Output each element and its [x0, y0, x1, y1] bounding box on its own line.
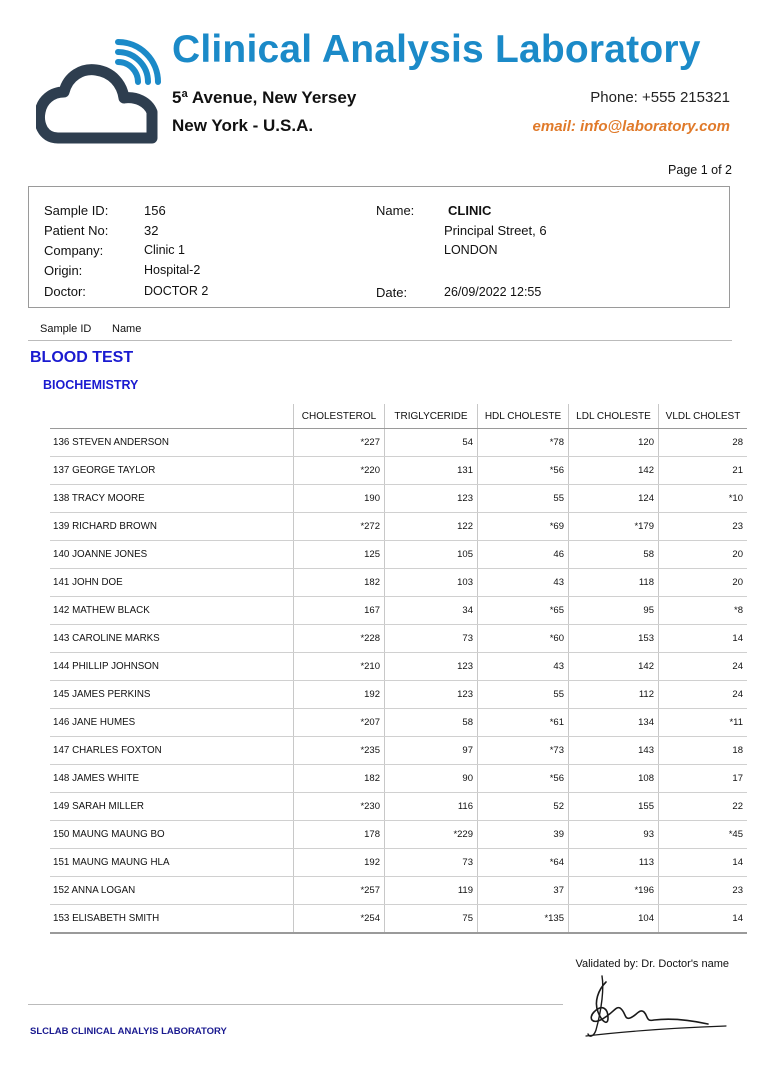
result-value-cell: 116: [385, 793, 478, 821]
address-line-1: 5ª Avenue, New Yersey: [172, 88, 357, 107]
result-value-cell: 119: [385, 877, 478, 905]
results-table: [50, 404, 747, 934]
patient-name-cell: 142 MATHEW BLACK: [50, 597, 294, 625]
result-value-cell: 192: [294, 849, 385, 877]
sample-id-label: Sample ID:: [44, 203, 109, 218]
result-value-cell: 21: [659, 457, 748, 485]
origin-value: Hospital-2: [144, 263, 201, 277]
table-header-cell: TRIGLYCERIDE: [385, 404, 478, 429]
result-value-cell: 58: [385, 709, 478, 737]
result-value-cell: *78: [478, 429, 569, 457]
result-value-cell: *229: [385, 821, 478, 849]
footer-divider: [28, 1004, 563, 1005]
company-value: Clinic 1: [144, 243, 185, 257]
result-value-cell: 28: [659, 429, 748, 457]
result-value-cell: *227: [294, 429, 385, 457]
result-value-cell: 95: [569, 597, 659, 625]
table-row: [50, 877, 747, 905]
result-value-cell: 134: [569, 709, 659, 737]
result-value-cell: *210: [294, 653, 385, 681]
table-row: [50, 569, 747, 597]
result-value-cell: 182: [294, 765, 385, 793]
result-value-cell: 14: [659, 625, 748, 653]
result-value-cell: 131: [385, 457, 478, 485]
result-value-cell: *207: [294, 709, 385, 737]
table-header-cell: LDL CHOLESTE: [569, 404, 659, 429]
table-row: [50, 709, 747, 737]
result-value-cell: *196: [569, 877, 659, 905]
result-value-cell: 97: [385, 737, 478, 765]
result-value-cell: 90: [385, 765, 478, 793]
patient-name-cell: 137 GEORGE TAYLOR: [50, 457, 294, 485]
table-row: [50, 737, 747, 765]
date-value: 26/09/2022 12:55: [444, 285, 542, 299]
result-value-cell: 120: [569, 429, 659, 457]
table-row: [50, 653, 747, 681]
result-value-cell: 34: [385, 597, 478, 625]
date-label: Date:: [376, 285, 408, 300]
result-value-cell: 18: [659, 737, 748, 765]
header-divider: [28, 340, 732, 341]
result-value-cell: 22: [659, 793, 748, 821]
result-value-cell: *228: [294, 625, 385, 653]
result-value-cell: 37: [478, 877, 569, 905]
patient-name-cell: 138 TRACY MOORE: [50, 485, 294, 513]
result-value-cell: 190: [294, 485, 385, 513]
result-value-cell: 104: [569, 905, 659, 934]
city-value: LONDON: [444, 243, 498, 257]
result-value-cell: 75: [385, 905, 478, 934]
patient-name-cell: 153 ELISABETH SMITH: [50, 905, 294, 934]
phone-number: Phone: +555 215321: [590, 89, 730, 106]
result-value-cell: 55: [478, 485, 569, 513]
result-value-cell: 155: [569, 793, 659, 821]
result-value-cell: 39: [478, 821, 569, 849]
sample-id-value: 156: [144, 203, 166, 218]
page-number: Page 1 of 2: [668, 163, 732, 177]
result-value-cell: 54: [385, 429, 478, 457]
table-header-name: [50, 404, 294, 429]
result-value-cell: 55: [478, 681, 569, 709]
result-value-cell: *272: [294, 513, 385, 541]
result-value-cell: 23: [659, 877, 748, 905]
result-value-cell: 14: [659, 905, 748, 934]
table-row: [50, 485, 747, 513]
table-header-cell: VLDL CHOLEST: [659, 404, 748, 429]
patient-name-cell: 146 JANE HUMES: [50, 709, 294, 737]
table-row: [50, 681, 747, 709]
result-value-cell: *65: [478, 597, 569, 625]
result-value-cell: *254: [294, 905, 385, 934]
result-value-cell: *11: [659, 709, 748, 737]
result-value-cell: 143: [569, 737, 659, 765]
result-value-cell: 23: [659, 513, 748, 541]
table-row: [50, 597, 747, 625]
table-row: [50, 905, 747, 934]
result-value-cell: 103: [385, 569, 478, 597]
result-value-cell: *235: [294, 737, 385, 765]
doctor-value: DOCTOR 2: [144, 284, 209, 298]
result-value-cell: *56: [478, 457, 569, 485]
result-value-cell: *257: [294, 877, 385, 905]
table-row: [50, 793, 747, 821]
result-value-cell: *45: [659, 821, 748, 849]
list-header-name: Name: [112, 323, 142, 335]
street-value: Principal Street, 6: [444, 223, 547, 238]
table-row: [50, 457, 747, 485]
origin-label: Origin:: [44, 263, 83, 278]
name-label: Name:: [376, 203, 415, 218]
result-value-cell: 14: [659, 849, 748, 877]
table-row: [50, 513, 747, 541]
email-address[interactable]: email: info@laboratory.com: [532, 118, 730, 135]
result-value-cell: 46: [478, 541, 569, 569]
list-header-sample-id: Sample ID: [40, 323, 92, 335]
patient-name-cell: 150 MAUNG MAUNG BO: [50, 821, 294, 849]
patient-info-box: [28, 186, 730, 308]
result-value-cell: 112: [569, 681, 659, 709]
patient-name-cell: 148 JAMES WHITE: [50, 765, 294, 793]
result-value-cell: 73: [385, 625, 478, 653]
table-row: [50, 429, 747, 457]
result-value-cell: 43: [478, 569, 569, 597]
patient-name-cell: 152 ANNA LOGAN: [50, 877, 294, 905]
patient-name-cell: 149 SARAH MILLER: [50, 793, 294, 821]
result-value-cell: 52: [478, 793, 569, 821]
patient-name-cell: 136 STEVEN ANDERSON: [50, 429, 294, 457]
patient-name-cell: 145 JAMES PERKINS: [50, 681, 294, 709]
result-value-cell: 20: [659, 569, 748, 597]
result-value-cell: 178: [294, 821, 385, 849]
result-value-cell: 58: [569, 541, 659, 569]
section-subtitle: BIOCHEMISTRY: [43, 378, 139, 392]
cloud-wifi-logo-icon: [36, 36, 166, 146]
address-line-2: New York - U.S.A.: [172, 116, 314, 135]
result-value-cell: 73: [385, 849, 478, 877]
signature-image: [580, 968, 730, 1042]
result-value-cell: 123: [385, 485, 478, 513]
result-value-cell: *64: [478, 849, 569, 877]
result-value-cell: *179: [569, 513, 659, 541]
patient-name-cell: 147 CHARLES FOXTON: [50, 737, 294, 765]
patient-name-cell: 139 RICHARD BROWN: [50, 513, 294, 541]
result-value-cell: 108: [569, 765, 659, 793]
result-value-cell: *230: [294, 793, 385, 821]
result-value-cell: *56: [478, 765, 569, 793]
result-value-cell: 182: [294, 569, 385, 597]
footer-lab-name: SLCLAB CLINICAL ANALYIS LABORATORY: [30, 1026, 227, 1037]
result-value-cell: *73: [478, 737, 569, 765]
result-value-cell: *220: [294, 457, 385, 485]
result-value-cell: 123: [385, 681, 478, 709]
company-label: Company:: [44, 243, 104, 258]
result-value-cell: 142: [569, 653, 659, 681]
result-value-cell: *69: [478, 513, 569, 541]
lab-title: Clinical Analysis Laboratory: [172, 28, 701, 71]
table-header-cell: CHOLESTEROL: [294, 404, 385, 429]
result-value-cell: *10: [659, 485, 748, 513]
result-value-cell: 123: [385, 653, 478, 681]
table-row: [50, 821, 747, 849]
patient-name-cell: 140 JOANNE JONES: [50, 541, 294, 569]
table-header-row: [50, 404, 747, 429]
doctor-label: Doctor:: [44, 284, 86, 299]
patient-no-label: Patient No:: [44, 223, 109, 238]
result-value-cell: *135: [478, 905, 569, 934]
result-value-cell: *8: [659, 597, 748, 625]
result-value-cell: 142: [569, 457, 659, 485]
result-value-cell: 125: [294, 541, 385, 569]
result-value-cell: *61: [478, 709, 569, 737]
result-value-cell: *60: [478, 625, 569, 653]
validated-by: Validated by: Dr. Doctor's name: [575, 958, 729, 970]
result-value-cell: 118: [569, 569, 659, 597]
table-row: [50, 765, 747, 793]
result-value-cell: 192: [294, 681, 385, 709]
patient-no-value: 32: [144, 223, 159, 238]
result-value-cell: 167: [294, 597, 385, 625]
table-header-cell: HDL CHOLESTE: [478, 404, 569, 429]
result-value-cell: 105: [385, 541, 478, 569]
result-value-cell: 43: [478, 653, 569, 681]
table-row: [50, 541, 747, 569]
patient-name-cell: 151 MAUNG MAUNG HLA: [50, 849, 294, 877]
result-value-cell: 113: [569, 849, 659, 877]
result-value-cell: 17: [659, 765, 748, 793]
result-value-cell: 20: [659, 541, 748, 569]
result-value-cell: 124: [569, 485, 659, 513]
patient-name-cell: 143 CAROLINE MARKS: [50, 625, 294, 653]
patient-name-cell: 141 JOHN DOE: [50, 569, 294, 597]
result-value-cell: 24: [659, 681, 748, 709]
patient-name-cell: 144 PHILLIP JOHNSON: [50, 653, 294, 681]
result-value-cell: 122: [385, 513, 478, 541]
section-title: BLOOD TEST: [30, 349, 134, 366]
table-row: [50, 625, 747, 653]
table-row: [50, 849, 747, 877]
result-value-cell: 24: [659, 653, 748, 681]
name-value: CLINIC: [448, 203, 492, 218]
result-value-cell: 153: [569, 625, 659, 653]
result-value-cell: 93: [569, 821, 659, 849]
